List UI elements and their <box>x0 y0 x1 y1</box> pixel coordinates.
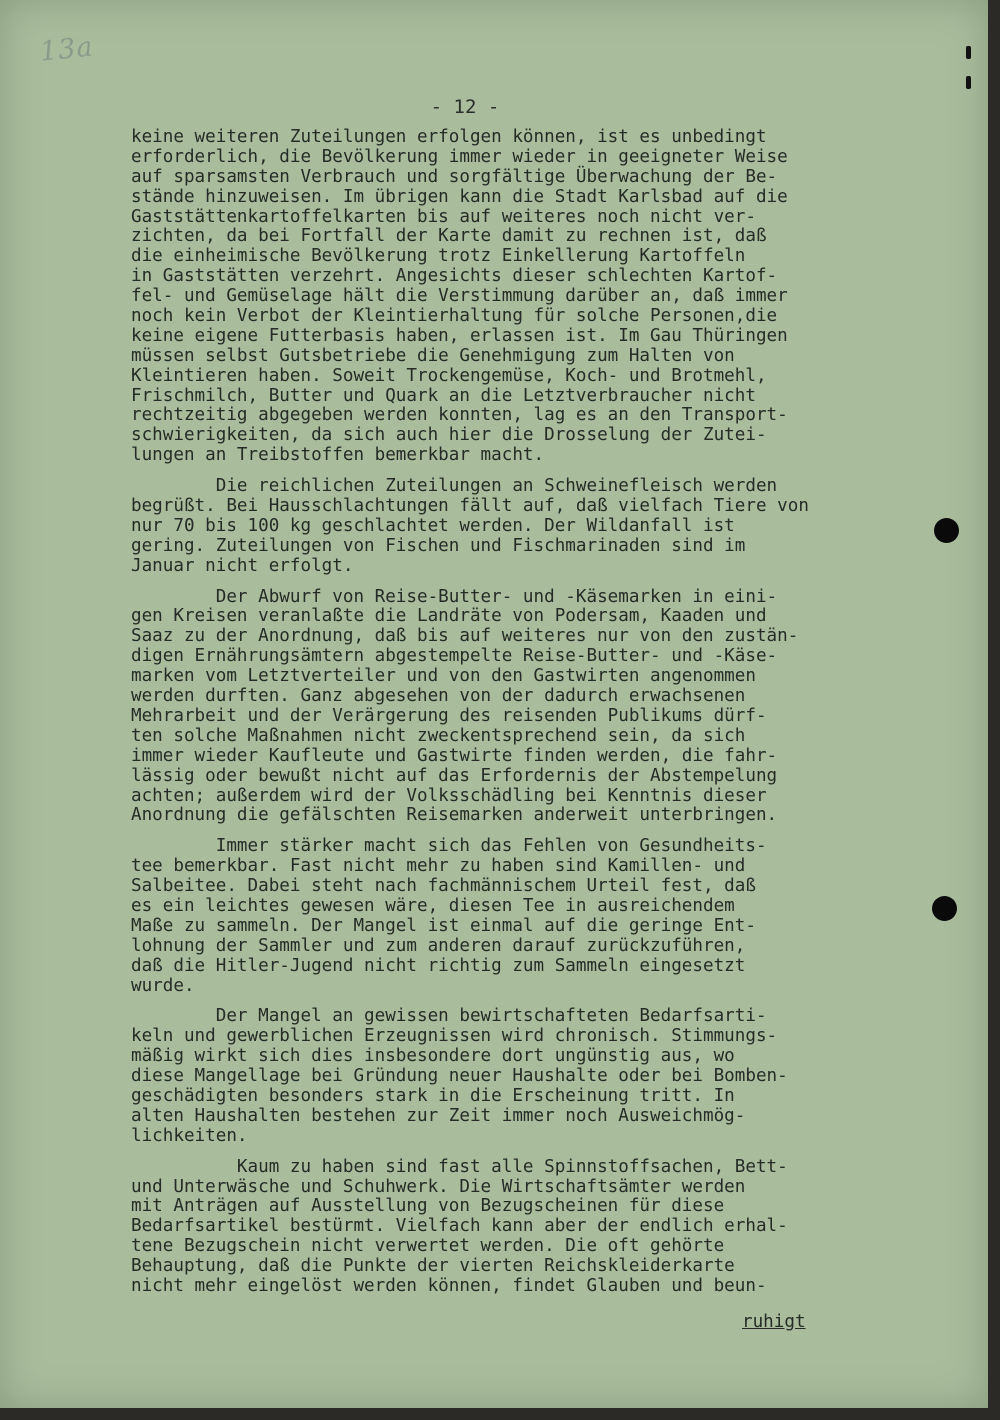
paragraph <box>131 477 931 576</box>
staple-mark-icon <box>966 76 971 89</box>
text-line: Frischmilch, Butter und Quark an die Letztverbraucher nicht <box>131 385 756 406</box>
text-line: marken vom Letztverteiler und von den Gastwirten angenommen <box>131 666 756 687</box>
text-line: alten Haushalten bestehen zur Zeit immer noch Ausweichmög- <box>131 1105 746 1126</box>
text-line: Kaum zu haben sind fast alle Spinnstoffsachen, Bett- <box>131 1156 788 1177</box>
text-line: Salbeitee. Dabei steht nach fachmännischem Urteil fest, daß <box>131 876 756 897</box>
text-line: mit Anträgen auf Ausstellung von Bezugscheinen für diese <box>131 1196 725 1217</box>
text-line: die einheimische Bevölkerung trotz Einkellerung Kartoffeln <box>131 246 746 267</box>
text-line: Der Abwurf von Reise-Butter- und -Käsemarken in eini- <box>131 586 778 607</box>
text-line: achten; außerdem wird der Volksschädling bei Kenntnis dieser <box>131 785 767 806</box>
continuation-word: ruhigt <box>742 1312 806 1332</box>
paragraph <box>131 1158 931 1297</box>
text-line: auf sparsamsten Verbrauch und sorgfältige Überwachung der Be- <box>131 166 778 187</box>
text-line: lässig oder bewußt nicht auf das Erfordernis der Abstempelung <box>131 765 778 786</box>
text-line: tene Bezugschein nicht verwertet werden. Die oft gehörte <box>131 1236 725 1257</box>
margin-note: 13a <box>38 31 95 68</box>
text-line: begrüßt. Bei Hausschlachtungen fällt auf, daß vielfach Tiere von <box>131 496 809 517</box>
text-line: werden durften. Ganz abgesehen von der dadurch erwachsenen <box>131 686 746 707</box>
text-line: fel- und Gemüselage hält die Verstimmung darüber an, daß immer <box>131 286 788 307</box>
text-line: ten solche Maßnahmen nicht zweckentsprechend sein, da sich <box>131 725 746 746</box>
staple-mark-icon <box>966 46 971 59</box>
text-line: diese Mangellage bei Gründung neuer Haushalte oder bei Bomben- <box>131 1066 788 1087</box>
text-line: in Gaststätten verzehrt. Angesichts dieser schlechten Kartof- <box>131 266 778 287</box>
text-line: tee bemerkbar. Fast nicht mehr zu haben sind Kamillen- und <box>131 856 746 877</box>
text-line: Gaststättenkartoffelkarten bis auf weiteres noch nicht ver- <box>131 206 756 227</box>
text-line: keine weiteren Zuteilungen erfolgen können, ist es unbedingt <box>131 127 767 147</box>
text-line: lungen an Treibstoffen bemerkbar macht. <box>131 445 545 466</box>
text-line: Maße zu sammeln. Der Mangel ist einmal auf die geringe Ent- <box>131 915 756 936</box>
text-line: Januar nicht erfolgt. <box>131 555 354 576</box>
text-line: müssen selbst Gutsbetriebe die Genehmigung zum Halten von <box>131 345 735 366</box>
text-line: lohnung der Sammler und zum anderen darauf zurückzuführen, <box>131 935 746 956</box>
text-line: Kleintieren haben. Soweit Trockengemüse, Koch- und Brotmehl, <box>131 365 767 386</box>
text-line: erforderlich, die Bevölkerung immer wieder in geeigneter Weise <box>131 146 788 167</box>
text-line: und Unterwäsche und Schuhwerk. Die Wirtschaftsämter werden <box>131 1176 746 1197</box>
text-line: zichten, da bei Fortfall der Karte damit zu rechnen ist, daß <box>131 226 767 247</box>
text-line: Bedarfsartikel bestürmt. Vielfach kann aber der endlich erhal- <box>131 1216 788 1237</box>
text-line: gering. Zuteilungen von Fischen und Fischmarinaden sind im <box>131 535 746 556</box>
text-line: Anordnung die gefälschten Reisemarken anderweit unterbringen. <box>131 805 778 826</box>
punch-hole-icon <box>934 518 959 543</box>
body-text <box>131 128 931 1297</box>
text-line: keln und gewerblichen Erzeugnissen wird chronisch. Stimmungs- <box>131 1026 778 1047</box>
text-line: wurde. <box>131 975 195 996</box>
text-line: lichkeiten. <box>131 1125 248 1146</box>
text-line: keine eigene Futterbasis haben, erlassen ist. Im Gau Thüringen <box>131 325 788 346</box>
text-line: schwierigkeiten, da sich auch hier die Drosselung der Zutei- <box>131 425 767 446</box>
paragraph-gap <box>131 1147 931 1158</box>
text-line: immer wieder Kaufleute und Gastwirte finden werden, die fahr- <box>131 745 778 766</box>
text-line: stände hinzuweisen. Im übrigen kann die Stadt Karlsbad auf die <box>131 186 788 207</box>
text-line: Immer stärker macht sich das Fehlen von Gesundheits- <box>131 836 767 857</box>
text-line: nicht mehr eingelöst werden können, findet Glauben und beun- <box>131 1275 767 1296</box>
paragraph-gap <box>131 577 931 588</box>
text-line: Saaz zu der Anordnung, daß bis auf weiteres nur von den zustän- <box>131 626 799 647</box>
text-line: digen Ernährungsämtern abgestempelte Reise-Butter- und -Käse- <box>131 646 778 667</box>
text-line: es ein leichtes gewesen wäre, diesen Tee in ausreichendem <box>131 895 735 916</box>
paragraph <box>131 588 931 827</box>
paragraph <box>131 837 931 996</box>
punch-hole-icon <box>932 896 957 921</box>
text-line: nur 70 bis 100 kg geschlachtet werden. Der Wildanfall ist <box>131 515 735 536</box>
text-line: daß die Hitler-Jugend nicht richtig zum Sammeln eingesetzt <box>131 955 746 976</box>
text-line: rechtzeitig abgegeben werden konnten, lag es an den Transport- <box>131 405 788 426</box>
text-line: gen Kreisen veranlaßte die Landräte von Podersam, Kaaden und <box>131 606 767 627</box>
text-line: noch kein Verbot der Kleintierhaltung für solche Personen,die <box>131 306 778 327</box>
paragraph <box>131 1007 931 1146</box>
text-line: Der Mangel an gewissen bewirtschafteten Bedarfsarti- <box>131 1006 767 1027</box>
text-line: geschädigten besonders stark in die Erscheinung tritt. In <box>131 1085 735 1106</box>
text-line: mäßig wirkt sich dies insbesondere dort ungünstig aus, wo <box>131 1046 735 1067</box>
paragraph <box>131 128 931 466</box>
text-line: Die reichlichen Zuteilungen an Schweinefleisch werden <box>131 476 778 497</box>
text-line: Behauptung, daß die Punkte der vierten Reichskleiderkarte <box>131 1256 735 1277</box>
text-line: Mehrarbeit und der Verärgerung des reisenden Publikums dürf- <box>131 705 767 726</box>
page-number: - 12 - <box>430 96 500 118</box>
